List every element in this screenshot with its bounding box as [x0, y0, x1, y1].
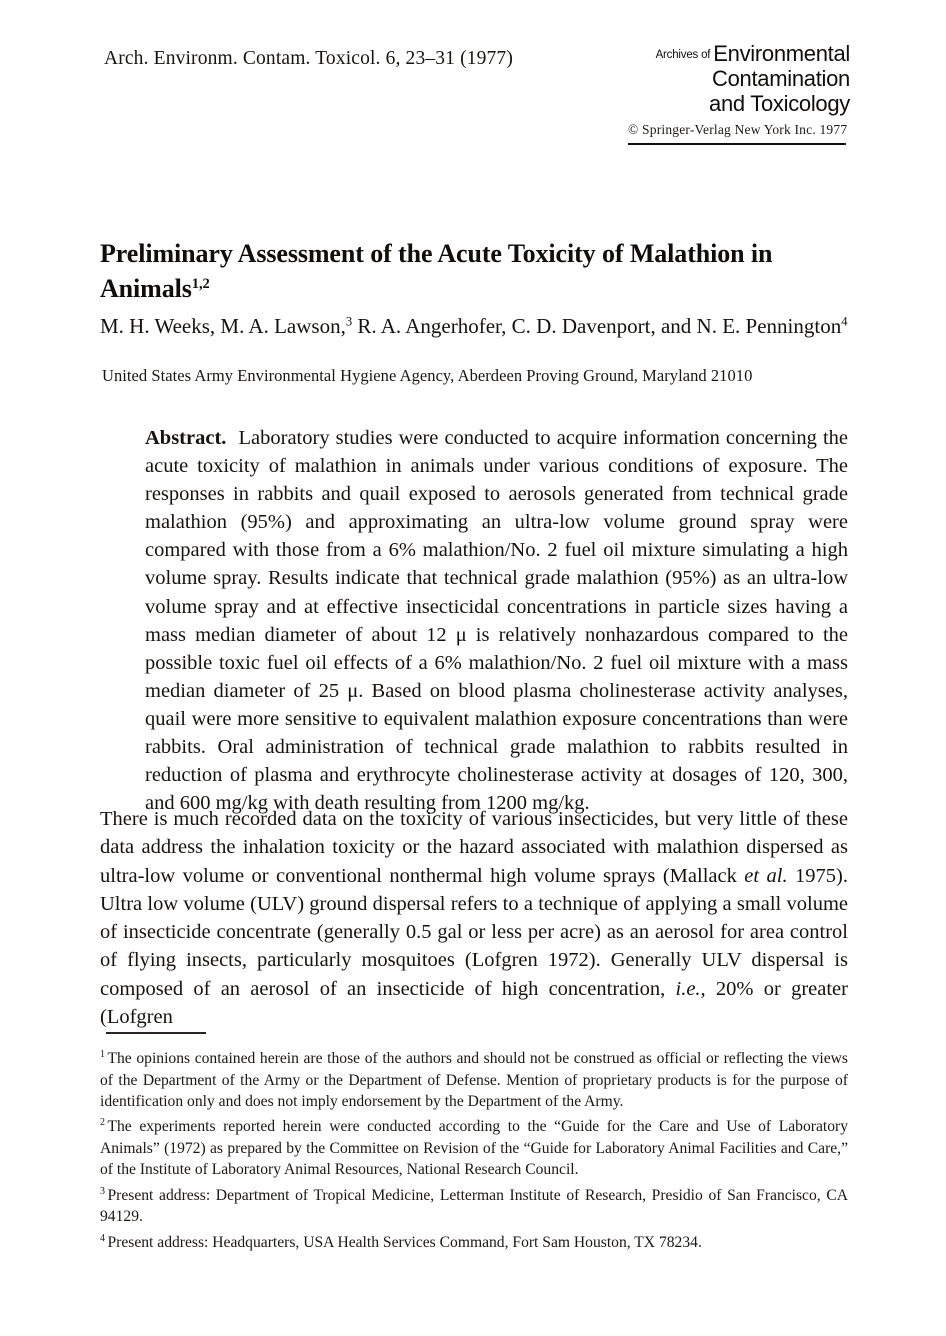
page-header: [0, 42, 946, 152]
masthead-word-contamination: Contamination: [712, 65, 850, 91]
author-footnote-marker-3: 3: [345, 314, 353, 329]
masthead-line-1: [628, 42, 850, 66]
footnote-separator-rule: [106, 1032, 206, 1034]
footnote-marker: 3: [100, 1185, 105, 1197]
journal-masthead: [628, 42, 850, 145]
author-names-part-2: R. A. Angerhofer, C. D. Davenport, and N. E. Pennington: [352, 314, 842, 338]
page-title: [100, 237, 842, 306]
footnote-item: [100, 1112, 848, 1180]
intro-abbreviation-ie: i.e.,: [675, 977, 706, 1000]
abstract-text: Laboratory studies were conducted to acquire information concerning the acute toxicity of malathion in animals under various conditions of exposure. The responses in rabbits and quail exposed to aerosols generated from technical grade malathion (95%) and approximating an ultra-low volume ground spray were compared with those from a 6% malathion/No. 2 fuel oil mixture simulating a high volume spray. Results indicate that technical grade malathion (95%) as an ultra-low volume spray and at effective insecticidal concentrations in particle sizes having a mass median diameter of about 12 μ is relatively nonhazardous compared to the possible toxic fuel oil effects of a 6% malathion/No. 2 fuel oil mixture with a mass median diameter of 25 μ. Based on blood plasma cholinesterase activity analyses, quail were more sensitive to equivalent malathion exposure concentrations than were rabbits. Oral administration of technical grade malathion to rabbits resulted in reduction of plasma and erythrocyte cholinesterase activity at dosages of 120, 300, and 600 mg/kg with death resulting from 1200 mg/kg.: [145, 427, 849, 815]
title-footnote-markers: 1,2: [191, 275, 210, 292]
intro-text-part-2: 1975). Ultra low volume (ULV) ground dispersal refers to a technique of applying a small volume of insecticide concentrate (generally 0.5 gal or less per acre) as an aerosol for area control of flying insects, particularly mosquitoes (Lofgren 1972). Generally ULV dispersal is composed of an aerosol of an insecticide of high concentration,: [100, 864, 848, 1000]
introduction-paragraph: [100, 805, 848, 1031]
footnote-text: Present address: Department of Tropical Medicine, Letterman Institute of Research, Presidio of San Francisco, CA 94129.: [100, 1187, 848, 1226]
footnote-text: Present address: Headquarters, USA Health Services Command, Fort Sam Houston, TX 78234.: [107, 1234, 702, 1251]
author-list: [100, 312, 848, 341]
author-footnote-marker-4: 4: [841, 314, 848, 329]
masthead-word-and-toxicology: and Toxicology: [709, 90, 850, 116]
running-head-citation: Arch. Environm. Contam. Toxicol. 6, 23–31 (1977): [104, 48, 513, 69]
masthead-copyright: © Springer-Verlag New York Inc. 1977: [628, 122, 848, 138]
footnote-item: [100, 1228, 848, 1254]
footnote-marker: 2: [100, 1117, 105, 1129]
footnote-item: [100, 1181, 848, 1228]
footnote-item: [100, 1044, 848, 1112]
intro-text-part-3: 20% or greater (Lofgren: [100, 977, 848, 1029]
masthead-divider-rule: [628, 143, 846, 145]
footnote-text: The experiments reported herein were conducted according to the “Guide for the Care and Use of Laboratory Animals” (1972) as prepared by the Committee on Revision of the “Guide for Laboratory Animal Facilities and Care,” of the Institute of Laboratory Animal Resources, National Research Council.: [100, 1118, 848, 1179]
masthead-archives-of-label: Archives of: [655, 48, 711, 61]
intro-citation-et-al: et al.: [744, 864, 788, 887]
footnote-marker: 4: [100, 1232, 105, 1244]
footnote-marker: 1: [100, 1049, 105, 1060]
intro-text-part-1: There is much recorded data on the toxicity of various insecticides, but very little of these data address the inhalation toxicity or the hazard associated with malathion dispersed as ultra-low volume or conventional nonthermal high volume sprays (Mallack: [100, 808, 848, 887]
author-affiliation: United States Army Environmental Hygiene Agency, Aberdeen Proving Ground, Maryland 21010: [102, 366, 753, 385]
author-names-part-1: M. H. Weeks, M. A. Lawson,: [100, 314, 346, 338]
abstract-label: Abstract.: [145, 427, 227, 449]
footnote-text: The opinions contained herein are those of the authors and should not be construed as official or reflecting the views of the Department of the Army or the Department of Defense. Mention of proprietary products is for the purpose of identification only and does not imply endorsement by the Department of the Army.: [100, 1050, 848, 1110]
masthead-word-environmental: Environmental: [713, 41, 850, 66]
footnote-list: [100, 1044, 848, 1253]
abstract-section: [145, 424, 848, 817]
article-title-text: Preliminary Assessment of the Acute Toxicity of Malathion in Animals: [100, 239, 773, 303]
